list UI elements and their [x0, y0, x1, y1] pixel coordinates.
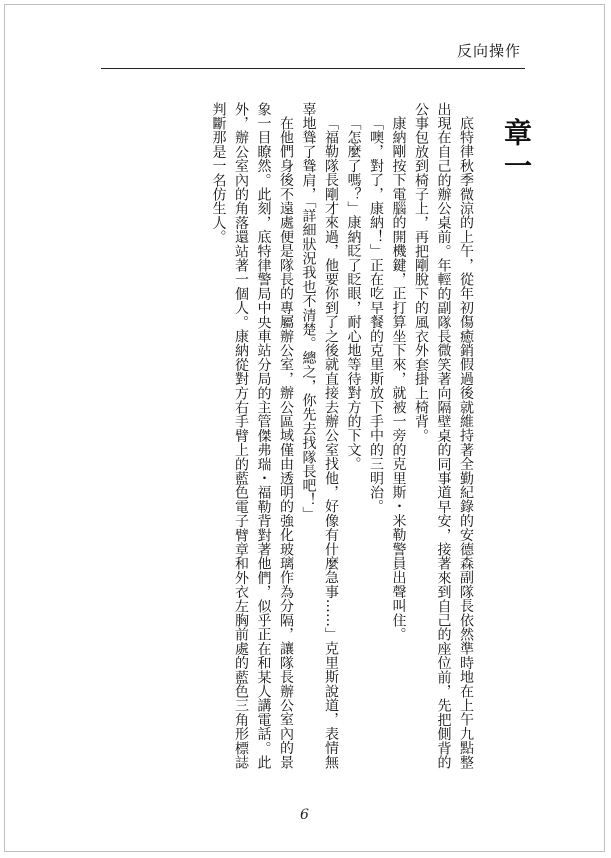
paragraph: 「怎麼了嗎？」康納眨了眨眼，耐心地等待對方的下文。 [345, 116, 362, 471]
page-number: 6 [300, 807, 309, 823]
paragraph: 底特律秋季微涼的上午，從年初傷癒銷假過後就維持著全勤紀錄的安德森副隊長依然準時地在上午九點整出現在自己的辦公桌前。年輕的副隊長微笑著向隔壁桌的同事道早安，接著來到自己的座位前，先把側背的公事包放到椅子上，再把剛脫下的風衣外套掛上椅背。 [413, 102, 474, 770]
body-text [57, 102, 477, 782]
paragraph: 在他們身後不遠處便是隊長的專屬辦公室，辦公區域僅由透明的強化玻璃作為分隔，讓隊長辦公室內的景象一目瞭然。此刻，底特律警局中央車站分局的主管傑弗瑞・福勒背對著他們，似乎正在和某人講電話。此外，辦公室內的角落還站著一個人。康納從對方右手臂上的藍色電子臂章和外衣左胸前處的藍色三角形標誌判斷那是一名仿生人。 [210, 102, 294, 770]
paragraph: 「福勒隊長剛才來過，他要你到了之後就直接去辦公室找他，好像有什麼急事……」克里斯說道，表情無辜地聳了聳肩，「詳細狀況我也不清楚。總之，你先去找隊長吧！」 [300, 102, 339, 770]
running-header: 反向操作 [456, 42, 521, 60]
page [4, 4, 605, 852]
chapter-title: 章一 [500, 118, 533, 184]
paragraph: 「噢，對了，康納！」正在吃早餐的克里斯放下手中的三明治。 [368, 116, 384, 514]
paragraph: 康納剛按下電腦的開機鍵，正打算坐下來，就被一旁的克里斯・米勒警員出聲叫住。 [390, 116, 407, 642]
header-rule [101, 68, 525, 69]
